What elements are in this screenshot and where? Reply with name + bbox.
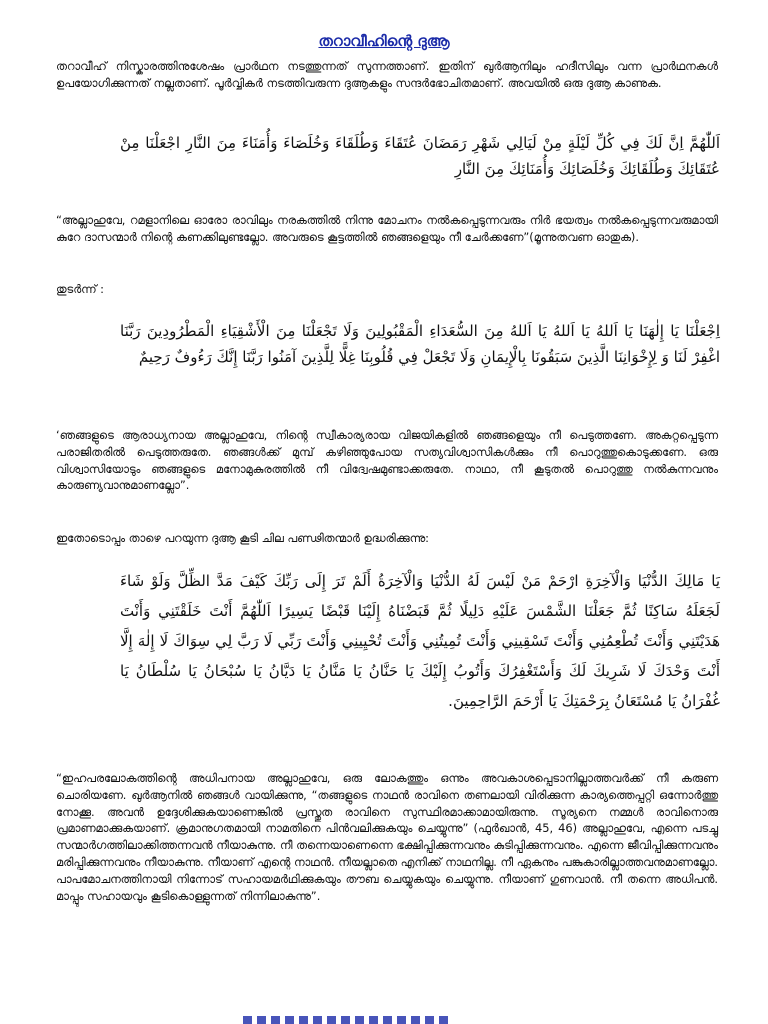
intro-paragraph: തറാവീഹ് നിസ്കാരത്തിനുശേഷം പ്രാർഥന നടത്തുന്നത് സുന്നത്താണ്. ഇതിന് ഖുർആനിലും ഹദീസിലും വന്ന പ്രാർഥനകൾ ഉപയോഗിക്കുന്നത് നല്ലതാണ്. പൂർവ്വികർ നടത്തിവരുന്ന ദുആകളും സന്ദർഭോചിതമാണ്. അവയിൽ ഒരു ദുആ കാണുക. — [56, 59, 718, 90]
dua1-arabic: اَللّٰهُمَّ اِنَّ لَكَ فِي كُلِّ لَيْلَةٍ مِنْ لَيَالِي شَهْرِ رَمَضَانَ عُتَقَاءَ وَطُلَقَاءَ وَخُلَصَاءَ وَأُمَنَاءَ مِنَ النَّارِ اجْعَلْنَا مِنْ عُتَقَائِكَ وَطُلَقَائِكَ وَخُلَصَائِكَ وَأُمَنَائِكَ مِنَ النَّارِ — [120, 134, 720, 178]
page-title: തറാവീഹിന്റെ ദുആ — [318, 32, 450, 50]
continue-label: തുടർന്ന് : — [56, 282, 105, 296]
next-heading-fragment — [243, 1016, 453, 1024]
more-intro: ഇതോടൊപ്പം താഴെ പറയുന്ന ദുആ കൂടി ചില പണ്ഢിതന്മാർ ഉദ്ധരിക്കുന്നു: — [56, 531, 429, 545]
dua3-arabic: يَا مَالِكَ الدُّنْيَا وَالْآخِرَةِ ارْحَمْ مَنْ لَيْسَ لَهُ الدُّنْيَا وَالْآخِرَةُ أَلَمْ تَرَ إِلَى رَبِّكَ كَيْفَ مَدَّ الظِّلَّ وَلَوْ شَاءَ لَجَعَلَهُ سَاكِنًا ثُمَّ جَعَلْنَا الشَّمْسَ عَلَيْهِ دَلِيلًا ثُمَّ قَبَضْنَاهُ إِلَيْنَا قَبْضًا يَسِيرًا اَللّٰهُمَّ أَنْتَ خَلَقْتَنِي وَأَنْتَ هَدَيْتَنِي وَأَنْتَ تُطْعِمُنِي وَأَنْتَ تَسْقِينِي وَأَنْتَ تُمِيتُنِي وَأَنْتَ تُحْيِينِي وَأَنْتَ رَبِّي لَا رَبَّ لِي سِوَاكَ لَا إِلٰهَ إِلَّا أَنْتَ وَحْدَكَ لَا شَرِيكَ لَكَ وَأَسْتَغْفِرُكَ وَأَتُوبُ إِلَيْكَ يَا حَنَّانُ يَا مَنَّانُ يَا دَيَّانُ يَا سُبْحَانُ يَا سُلْطَانُ يَا غُفْرَانُ يَا مُسْتَعَانُ بِرَحْمَتِكَ يَا أَرْحَمَ الرَّاحِمِينَ. — [120, 572, 720, 710]
dua1-translation: “അല്ലാഹുവേ, റമളാനിലെ ഓരോ രാവിലും നരകത്തിൽ നിന്നു മോചനം നൽകപ്പെടുന്നവരും നിർ ഭയത്വം നൽകപ്പെടുന്നവരുമായി കുറേ ദാസന്മാർ നിന്റെ കണക്കിലുണ്ടല്ലോ. അവരുടെ കൂട്ടത്തിൽ ഞങ്ങളെയും നീ ചേർക്കണേ”(മൂന്നുതവണ ഓതുക). — [56, 213, 718, 244]
dua3-translation: “ഇഹപരലോകത്തിന്റെ അധിപനായ അല്ലാഹുവേ, ഒരു ലോകത്തും ഒന്നും അവകാശപ്പെടാനില്ലാത്തവർക്ക് നീ കരുണ ചൊരിയണേ. ഖുർആനിൽ ഞങ്ങൾ വായിക്കുന്നു, “തങ്ങളുടെ നാഥൻ രാവിനെ തണലായി വിരിക്കുന്ന കാര്യത്തെപ്പറ്റി ഒന്നോർത്തു നോക്കൂ. അവൻ ഉദ്ദേശിക്കുകയാണെങ്കിൽ പ്രസ്തുത രാവിനെ സുസ്ഥിരമാക്കാമായിരുന്നു. സൂര്യനെ നമ്മൾ രാവിനൊരു പ്രമാണമാക്കുകയാണ്. ക്രമാനുഗതമായി നാമതിനെ പിൻവലിക്കുകയും ചെയ്യുന്നു” (ഫുർഖാൻ, 45, 46) അല്ലാഹുവേ, എന്നെ പടച്ചു സന്മാർഗത്തിലാക്കിത്തന്നവൻ നീയാകുന്നു. നീ തന്നെയാണെന്നെ ഭക്ഷിപ്പിക്കുന്നവനും കുടിപ്പിക്കുന്നവനും. എന്നെ ജീവിപ്പിക്കുന്നവനും മരിപ്പിക്കുന്നവനും നീയാകുന്നു. നീയാണ് എന്റെ നാഥൻ. നീയല്ലാതെ എനിക്ക് നാഥനില്ല. നീ ഏകനും പങ്കുകാരില്ലാത്തവനുമാണല്ലോ. പാപമോചനത്തിനായി നിന്നോട് സഹായമർഥിക്കുകയും തൗബ ചെയ്യുകയും ചെയ്യുന്നു. നീയാണ് ഗുണവാൻ. നീ തന്നെ അധിപൻ. മാപ്പും സഹായവും കൂടികൊള്ളുന്നത് നിന്നിലാകുന്നു”. — [56, 771, 718, 903]
dua2-translation: ‘ഞങ്ങളുടെ ആരാധ്യനായ അല്ലാഹുവേ, നിന്റെ സ്വീകാര്യരായ വിജയികളിൽ ഞങ്ങളെയും നീ പെടുത്തണേ. അകറ്റപ്പെടുന്ന പരാജിതരിൽ പെടുത്തരുതേ. ഞങ്ങൾക്ക് മുമ്പ് കഴിഞ്ഞുപോയ സത്യവിശ്വാസികൾക്കും നീ പൊറുത്തുകൊടുക്കണേ. ഒരു വിശ്വാസിയോടും ഞങ്ങളുടെ മനോമുകുരത്തിൽ നീ വിദ്വേഷമുണ്ടാക്കരുതേ. നാഥാ, നീ കൂടുതൽ പൊറുത്തു നൽകുന്നവനും കാരുണ്യവാനുമാണല്ലോ”. — [56, 428, 718, 493]
dua2-arabic: اِجْعَلْنَا يَا إِلٰهَنَا يَا اَللهُ يَا اَللهُ يَا اَللهُ مِنَ السُّعَدَاءِ الْمَقْبُولِينَ وَلَا تَجْعَلْنَا مِنَ الْأَشْقِيَاءِ الْمَطْرُودِينَ رَبَّنَا اغْفِرْ لَنَا وَ لِإِخْوَانِنَا الَّذِينَ سَبَقُونَا بِالْإِيمَانِ وَلَا تَجْعَلْ فِي قُلُوبِنَا غِلًّا لِلَّذِينَ آمَنُوا رَبَّنَا إِنَّكَ رَءُوفٌ رَحِيمٌ — [120, 322, 720, 366]
